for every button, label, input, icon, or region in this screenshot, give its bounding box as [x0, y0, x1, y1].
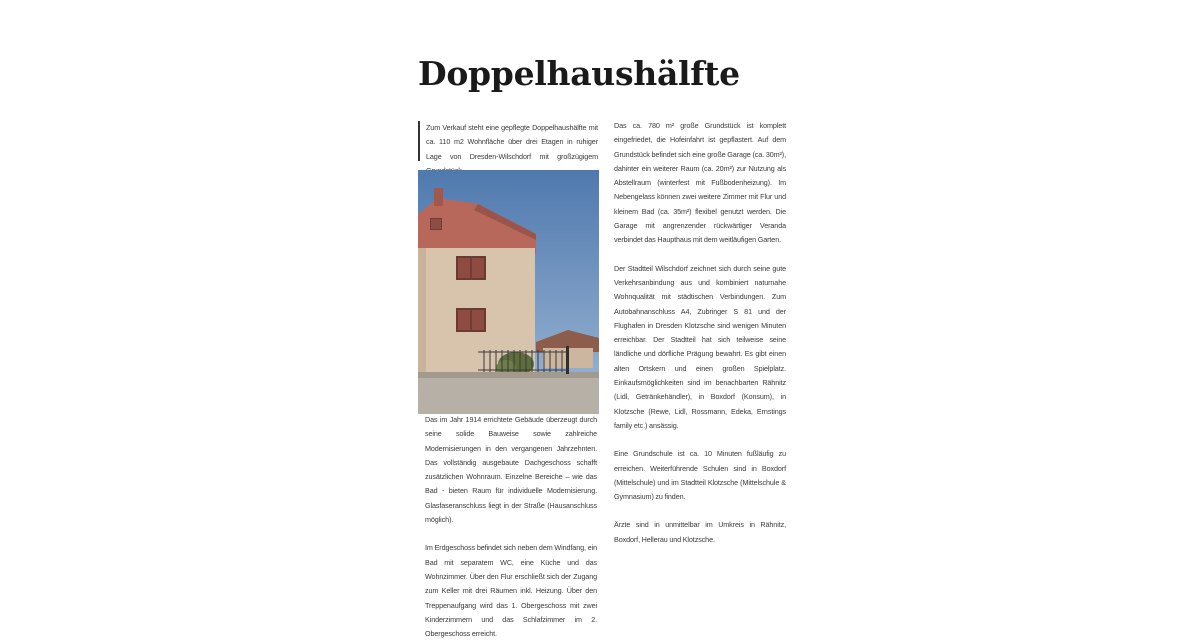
- intro-block: [418, 121, 598, 161]
- intro-text: Zum Verkauf steht eine gepflegte Doppelhaushälfte mit ca. 110 m2 Wohnfläche über drei Etagen in ruhiger Lage von Dresden-Wilschdorf mit großzügigem: [426, 123, 598, 161]
- house-photo: [418, 170, 599, 414]
- paragraph: Das ca. 780 m² große Grundstück ist komplett eingefriedet, die Hofeinfahrt ist gepflastert. Auf dem Grundstück befindet sich eine große Garage (ca. 30m²), dahinter ein weiterer Raum (ca. 20m²) zur Nutzung als Abstellraum (winterfest mit Fußbodenheizung). Im Nebengelass können zwei weitere Zimmer mit Flur und kleinem Bad (ca. 35m²) flexibel genutzt werden. Die Garage mit angrenzender rückwärtiger Veranda verbindet das Haupthaus mit dem weitläufigen Garten.: [614, 121, 786, 245]
- page-title: Doppelhaushälfte: [418, 54, 740, 93]
- left-column-text: [425, 413, 597, 639]
- paragraph: Ärzte sind in unmittelbar im Umkreis in Rähnitz, Boxdorf, Hellerau und Klotzsche.: [614, 520, 786, 544]
- paragraph: Der Stadtteil Wilschdorf zeichnet sich durch seine gute Verkehrsanbindung aus und kombiniert naturnahe Wohnqualität mit städtischen Verbindungen. Zum Autobahnanschluss A4, Zubringer S 81 und der Flughafen in Dresden Klotzsche sind wenigen Minuten erreichbar. Der Stadtteil hat sich teilweise seine ländliche und dörfliche Prägung bewahrt. Es gibt einen alten Ortskern und einen großen Spielplatz. Einkaufsmöglichkeiten sind im benachbarten Rähnitz (Lidl, Getränkehändler), in Boxdorf (Konsum), in Klotzsche (Rewe, Lidl, Rossmann, Edeka, Ernstings family etc.) ansässig.: [614, 263, 786, 430]
- paragraph: Im Erdgeschoss befindet sich neben dem Windfang, ein Bad mit separatem WC, eine Küche und das Wohnzimmer. Über den Flur erschließt sich der Zugang zum Keller mit drei Räumen inkl. Heizung. Über den Treppenaufgang wird das 1. Obergeschoss mit zwei Kinderzimmern und das Schlafzimmer im 2. Obergeschoss erreicht.: [425, 543, 597, 639]
- paragraph: Eine Grundschule ist ca. 10 Minuten fußläufig zu erreichen. Weiterführende Schulen sind in Boxdorf (Mittelschule) und im Stadtteil Klotzsche (Mittelschule & Gymnasium) zu finden.: [614, 449, 786, 502]
- paragraph: Das im Jahr 1914 errichtete Gebäude überzeugt durch seine solide Bauweise sowie zahlreiche Modernisierungen in den vergangenen Jahrzehnten. Das vollständig ausgebaute Dachgeschoss schafft zusätzlichen Wohnraum. Einzelne Bereiche – wie das Bad - bieten Raum für individuelle Modernisierung. Glasfaseranschluss liegt in der Straße (Hausanschluss möglich).: [425, 415, 597, 525]
- right-column-text: [614, 119, 786, 600]
